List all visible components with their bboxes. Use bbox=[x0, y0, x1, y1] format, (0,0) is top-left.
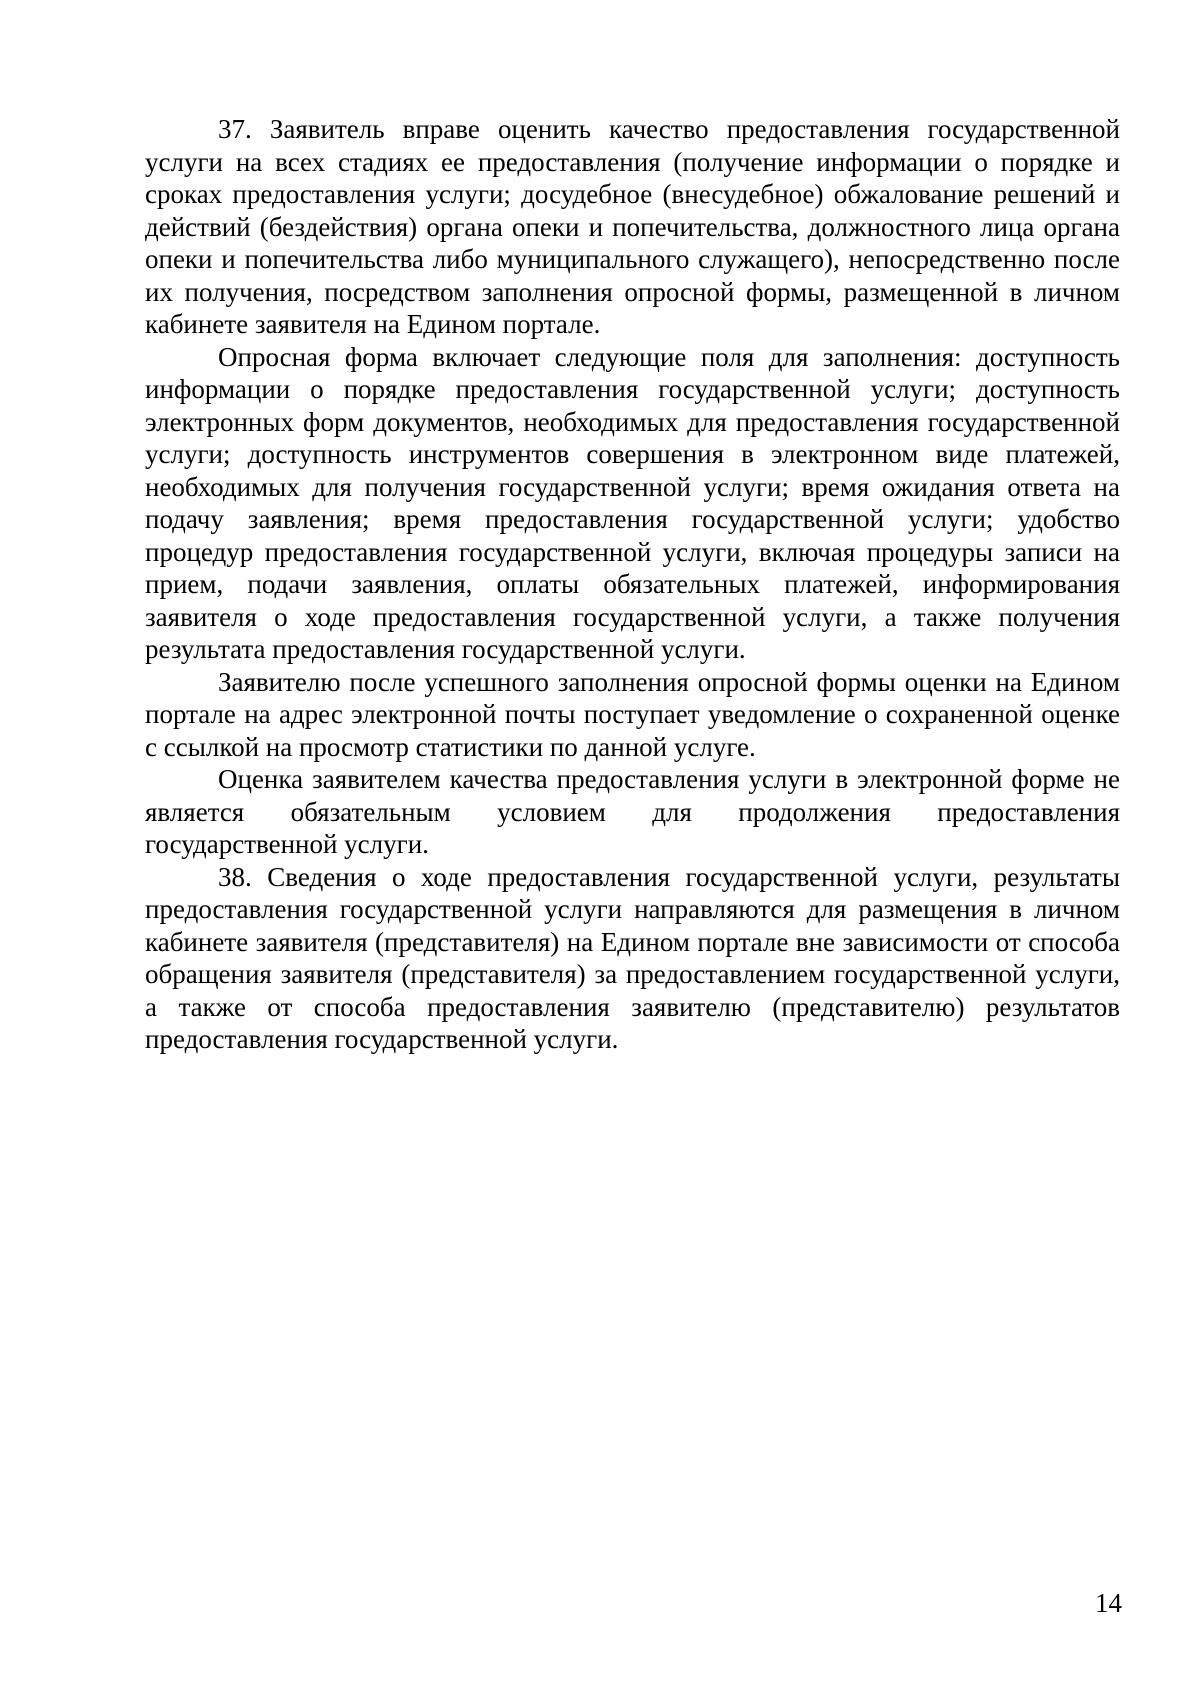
paragraph-notification: Заявителю после успешного заполнения опросной формы оценки на Едином портале на адрес электронной почты поступает уведомление о сохраненной оценке с ссылкой на просмотр статистики по данной услуге. bbox=[145, 666, 1120, 762]
paragraph-38: 38. Сведения о ходе предоставления государственной услуги, результаты предоставления государственной услуги направляются для размещения в личном кабинете заявителя (представителя) на Едином портале вне зависимости от способа обращения заявителя (представителя) за предоставлением государственной услуги, а также от способа предоставления заявителю (представителю) результатов предоставления государственной услуги. bbox=[145, 861, 1120, 1054]
paragraph-37: 37. Заявитель вправе оценить качество предоставления государственной услуги на всех стадиях ее предоставления (получение информации о порядке и сроках предоставления услуги; досудебное (внесудебное) обжалование решений и действий (бездействия) органа опеки и попечительства, должностного лица органа опеки и попечительства либо муниципального служащего), непосредственно после их получения, посредством заполнения опросной формы, размещенной в личном кабинете заявителя на Едином портале. bbox=[145, 114, 1120, 339]
document-body bbox=[145, 113, 1120, 1056]
paragraph-survey-form: Опросная форма включает следующие поля для заполнения: доступность информации о порядке предоставления государственной услуги; доступность электронных форм документов, необходимых для предоставления государственной услуги; доступность инструментов совершения в электронном виде платежей, необходимых для получения государственной услуги; время ожидания ответа на подачу заявления; время предоставления государственной услуги; удобство процедур предоставления государственной услуги, включая процедуры записи на прием, подачи заявления, оплаты обязательных платежей, информирования заявителя о ходе предоставления государственной услуги, а также получения результата предоставления государственной услуги. bbox=[145, 341, 1120, 664]
page-number: 14 bbox=[1095, 1588, 1122, 1618]
paragraph-evaluation-optional: Оценка заявителем качества предоставления услуги в электронной форме не является обязательным условием для продолжения предоставления государственной услуги. bbox=[145, 764, 1120, 859]
